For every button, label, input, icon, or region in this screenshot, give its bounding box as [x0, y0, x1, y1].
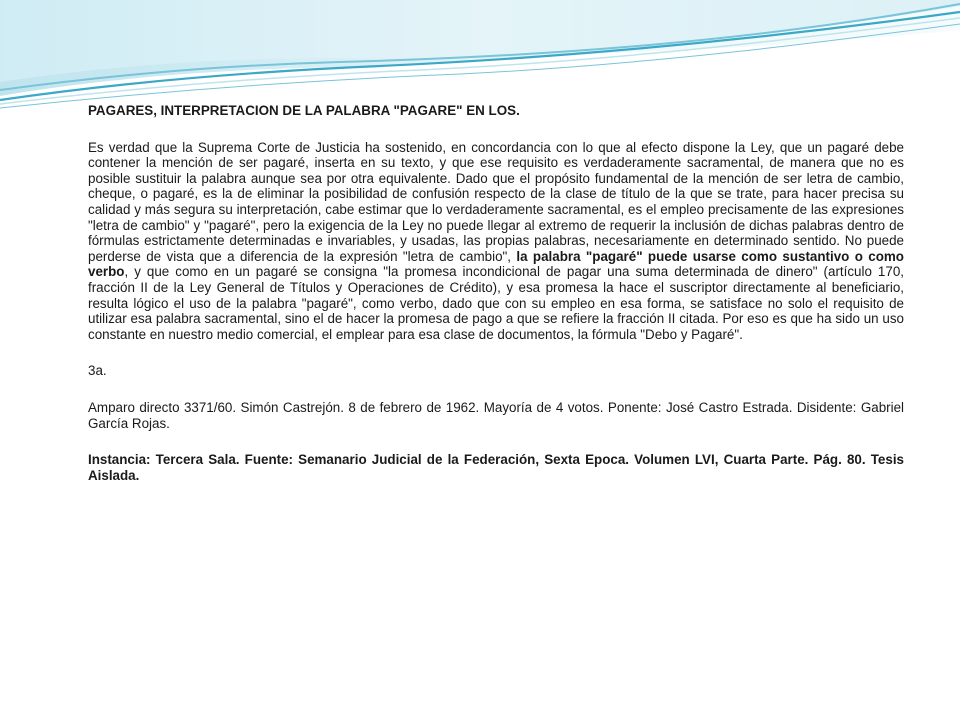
header-wave-decoration	[0, 0, 960, 110]
section-label: 3a.	[88, 363, 107, 379]
citation-paragraph: Amparo directo 3371/60. Simón Castrejón. 8 de febrero de 1962. Mayoría de 4 votos. Ponente: José Castro Estrada. Disidente: Gabriel García Rojas.	[88, 399, 904, 431]
main-paragraph	[88, 140, 904, 343]
document-title: PAGARES, INTERPRETACION DE LA PALABRA "PAGARE" EN LOS.	[88, 103, 520, 118]
paragraph-text-part1: Es verdad que la Suprema Corte de Justicia ha sostenido, en concordancia con lo que al efecto dispone la Ley, que un pagaré debe contener la mención de ser pagaré, inserta en su texto, y que ese requisito es verdaderamente sacramental, de manera que no es posible sustituir la palabra aunque sea por otra equivalente. Dado que el propósito fundamental de la mención de ser letra de cambio, cheque, o pagaré, es la de eliminar la posibilidad de confusión respecto de la clase de título de la que se trate, para hacer precisa su calidad y más segura su interpretación, cabe estimar que lo verdaderamente sacramental, es el empleo precisamente de las expresiones "letra de cambio" y "pagaré", pero la exigencia de la Ley no puede llegar al extremo de requerir la inclusión de dichas palabras dentro de fórmulas estrictamente determinadas e invariables, y usadas, las propias palabras, necesariamente en determinado sentido. No puede perderse de vista que a diferencia de la expresión "letra de cambio",	[88, 139, 904, 264]
paragraph-bold-text: la palabra "pagaré" puede usarse como sustantivo o como verbo	[88, 248, 904, 280]
document-body	[88, 103, 904, 504]
source-paragraph: Instancia: Tercera Sala. Fuente: Semanario Judicial de la Federación, Sexta Epoca. Volumen LVI, Cuarta Parte. Pág. 80. Tesis Aislada.	[88, 452, 904, 483]
paragraph-text-part2: , y que como en un pagaré se consigna "la promesa incondicional de pagar una suma determinada de dinero" (artículo 170, fracción II de la Ley General de Títulos y Operaciones de Crédito), y esa promesa la hace el suscriptor directamente al beneficiario, resulta lógico el uso de la palabra "pagaré", como verbo, dado que con su empleo en esa forma, se satisface no solo el requisito de utilizar esa palabra sacramental, sino el de hacer la promesa de pago a que se refiere la fracción II citada. Por eso es que ha sido un uso constante en nuestro medio comercial, el emplear para esa clase de documentos, la fórmula "Debo y Pagaré".	[88, 264, 904, 342]
